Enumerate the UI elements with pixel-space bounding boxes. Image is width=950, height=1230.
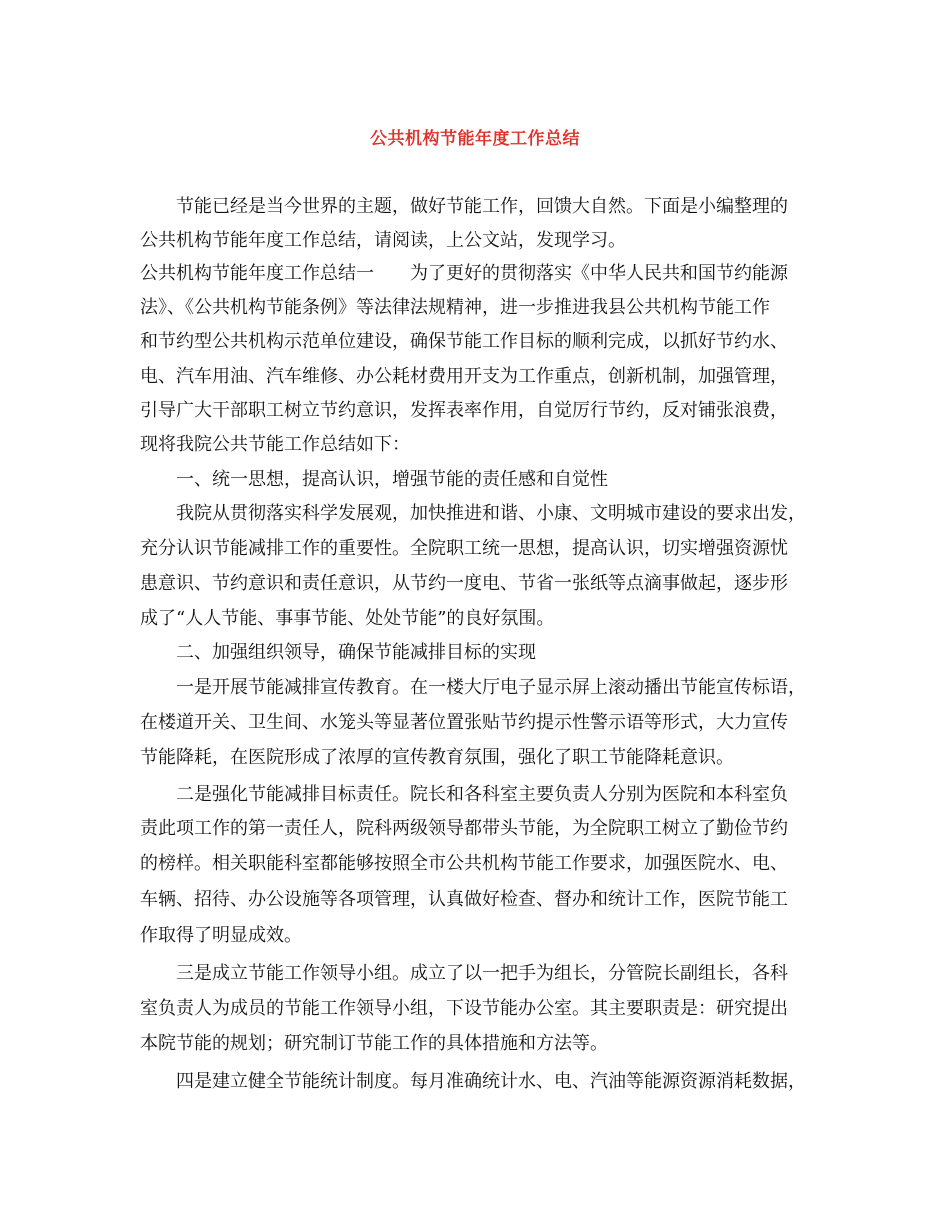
paragraph-line: 引导广大干部职工树立节约意识，发挥表率作用，自觉厉行节约，反对铺张浪费， — [140, 400, 788, 421]
paragraph-line: 车辆、招待、办公设施等各项管理，认真做好检查、督办和统计工作，医院节能工 — [140, 889, 788, 910]
section-heading: 一、统一思想，提高认识，增强节能的责任感和自觉性 — [176, 469, 608, 490]
paragraph-line: 二是强化节能减排目标责任。院长和各科室主要负责人分别为医院和本科室负 — [176, 784, 788, 805]
paragraph-line: 我院从贯彻落实科学发展观，加快推进和谐、小康、文明城市建设的要求出发， — [176, 503, 806, 524]
paragraph-line: 节能已经是当今世界的主题，做好节能工作，回馈大自然。下面是小编整理的 — [176, 196, 788, 217]
paragraph-line: 和节约型公共机构示范单位建设，确保节能工作目标的顺利完成，以抓好节约水、 — [140, 331, 788, 352]
paragraph-line: 法》、《公共机构节能条例》等法律法规精神，进一步推进我县公共机构节能工作 — [140, 297, 770, 318]
paragraph-line: 室负责人为成员的节能工作领导小组，下设节能办公室。其主要职责是：研究提出 — [140, 998, 788, 1019]
document-title: 公共机构节能年度工作总结 — [370, 129, 580, 149]
paragraph-line: 现将我院公共节能工作总结如下： — [140, 434, 410, 455]
paragraph-line: 一是开展节能减排宣传教育。在一楼大厅电子显示屏上滚动播出节能宣传标语， — [176, 677, 806, 698]
paragraph-line: 三是成立节能工作领导小组。成立了以一把手为组长，分管院长副组长，各科 — [176, 963, 788, 984]
paragraph-line: 公共机构节能年度工作总结一 为了更好的贯彻落实《中华人民共和国节约能源 — [140, 263, 788, 284]
paragraph-line: 节能降耗，在医院形成了浓厚的宣传教育氛围，强化了职工节能降耗意识。 — [140, 747, 734, 768]
paragraph-line: 公共机构节能年度工作总结，请阅读，上公文站，发现学习。 — [140, 230, 626, 251]
paragraph-line: 的榜样。相关职能科室都能够按照全市公共机构节能工作要求，加强医院水、电、 — [140, 853, 788, 874]
paragraph-line: 责此项工作的第一责任人，院科两级领导都带头节能，为全院职工树立了勤俭节约 — [140, 818, 788, 839]
paragraph-line: 电、汽车用油、汽车维修、办公耗材费用开支为工作重点，创新机制，加强管理， — [140, 366, 788, 387]
paragraph-line: 成了“人人节能、事事节能、处处节能”的良好氛围。 — [140, 608, 555, 629]
paragraph-line: 在楼道开关、卫生间、水笼头等显著位置张贴节约提示性警示语等形式，大力宣传 — [140, 712, 788, 733]
paragraph-line: 作取得了明显成效。 — [140, 925, 302, 946]
paragraph-line: 充分认识节能减排工作的重要性。全院职工统一思想，提高认识，切实增强资源忧 — [140, 538, 788, 559]
paragraph-line: 患意识、节约意识和责任意识，从节约一度电、节省一张纸等点滴事做起，逐步形 — [140, 573, 788, 594]
paragraph-line: 四是建立健全节能统计制度。每月准确统计水、电、汽油等能源资源消耗数据， — [176, 1071, 806, 1092]
section-heading: 二、加强组织领导，确保节能减排目标的实现 — [176, 642, 536, 663]
paragraph-line: 本院节能的规划；研究制订节能工作的具体措施和方法等。 — [140, 1033, 608, 1054]
